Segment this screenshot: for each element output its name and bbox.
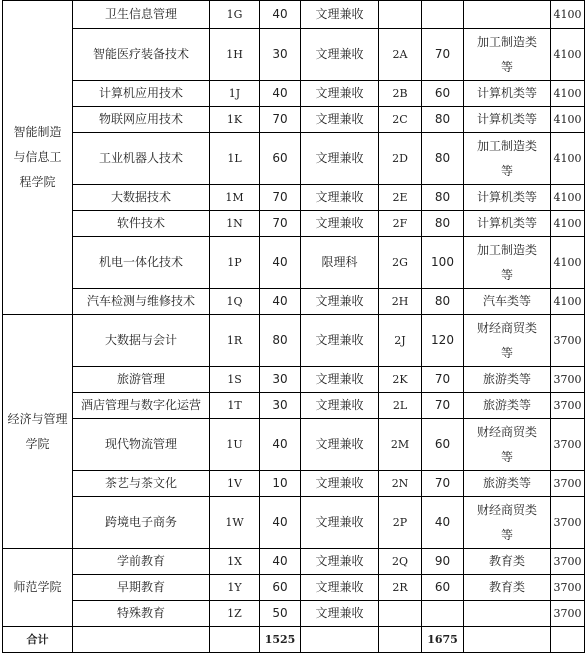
category-cell: 加工制造类 等	[464, 133, 551, 185]
plan2-cell	[422, 1, 464, 29]
code-cell: 1M	[210, 185, 260, 211]
total-plan2: 1675	[422, 627, 464, 653]
fee-cell: 3700	[551, 419, 585, 471]
code2-cell: 2M	[379, 419, 422, 471]
code-cell: 1R	[210, 315, 260, 367]
subject-cell: 文理兼收	[301, 289, 379, 315]
plan-cell: 40	[260, 237, 301, 289]
plan-cell: 40	[260, 81, 301, 107]
fee-cell: 4100	[551, 211, 585, 237]
subject-cell: 文理兼收	[301, 315, 379, 367]
fee-cell: 4100	[551, 237, 585, 289]
code-cell: 1H	[210, 29, 260, 81]
code-cell: 1W	[210, 497, 260, 549]
code2-cell	[379, 1, 422, 29]
plan2-cell: 120	[422, 315, 464, 367]
code-cell: 1G	[210, 1, 260, 29]
fee-cell: 3700	[551, 471, 585, 497]
major-cell: 酒店管理与数字化运营	[73, 393, 210, 419]
category-cell: 旅游类等	[464, 393, 551, 419]
subject-cell: 文理兼收	[301, 575, 379, 601]
code-cell: 1Z	[210, 601, 260, 627]
total-plan: 1525	[260, 627, 301, 653]
plan2-cell: 80	[422, 107, 464, 133]
plan2-cell	[422, 601, 464, 627]
plan-cell: 70	[260, 185, 301, 211]
table-row	[3, 575, 585, 601]
table-body	[3, 1, 585, 627]
major-cell: 大数据与会计	[73, 315, 210, 367]
subject-cell: 文理兼收	[301, 393, 379, 419]
category-cell: 财经商贸类 等	[464, 315, 551, 367]
college-name: 经济与管理 学院	[3, 315, 73, 549]
plan2-cell: 80	[422, 133, 464, 185]
plan-cell: 40	[260, 497, 301, 549]
fee-cell: 3700	[551, 601, 585, 627]
code2-cell: 2A	[379, 29, 422, 81]
table-row	[3, 549, 585, 575]
table-row	[3, 419, 585, 471]
plan2-cell: 60	[422, 81, 464, 107]
major-cell: 汽车检测与维修技术	[73, 289, 210, 315]
table-row	[3, 289, 585, 315]
category-cell: 计算机类等	[464, 107, 551, 133]
code2-cell: 2L	[379, 393, 422, 419]
plan-cell: 70	[260, 107, 301, 133]
major-cell: 计算机应用技术	[73, 81, 210, 107]
plan2-cell: 60	[422, 575, 464, 601]
subject-cell: 文理兼收	[301, 29, 379, 81]
major-cell: 智能医疗装备技术	[73, 29, 210, 81]
major-cell: 大数据技术	[73, 185, 210, 211]
fee-cell: 4100	[551, 289, 585, 315]
total-label: 合计	[3, 627, 73, 653]
category-cell: 教育类	[464, 575, 551, 601]
category-cell: 旅游类等	[464, 367, 551, 393]
plan-cell: 30	[260, 367, 301, 393]
code-cell: 1U	[210, 419, 260, 471]
code-cell: 1S	[210, 367, 260, 393]
category-cell: 加工制造类 等	[464, 237, 551, 289]
table-row	[3, 471, 585, 497]
category-cell: 计算机类等	[464, 185, 551, 211]
table-row	[3, 367, 585, 393]
plan-cell: 30	[260, 29, 301, 81]
plan2-cell: 40	[422, 497, 464, 549]
plan-cell: 30	[260, 393, 301, 419]
code2-cell: 2F	[379, 211, 422, 237]
plan-cell: 40	[260, 289, 301, 315]
fee-cell: 4100	[551, 185, 585, 211]
code2-cell: 2J	[379, 315, 422, 367]
fee-cell: 3700	[551, 367, 585, 393]
plan2-cell: 60	[422, 419, 464, 471]
code2-cell: 2G	[379, 237, 422, 289]
fee-cell: 4100	[551, 133, 585, 185]
plan-cell: 40	[260, 1, 301, 29]
fee-cell: 3700	[551, 497, 585, 549]
plan-cell: 40	[260, 549, 301, 575]
table-row	[3, 315, 585, 367]
fee-cell: 3700	[551, 575, 585, 601]
code2-cell: 2P	[379, 497, 422, 549]
table-row	[3, 237, 585, 289]
fee-cell: 4100	[551, 107, 585, 133]
code-cell: 1Q	[210, 289, 260, 315]
code2-cell: 2N	[379, 471, 422, 497]
category-cell	[464, 601, 551, 627]
subject-cell: 文理兼收	[301, 1, 379, 29]
table-row	[3, 133, 585, 185]
plan2-cell: 70	[422, 471, 464, 497]
major-cell: 机电一体化技术	[73, 237, 210, 289]
fee-cell: 3700	[551, 315, 585, 367]
code2-cell	[379, 601, 422, 627]
major-cell: 早期教育	[73, 575, 210, 601]
category-cell	[464, 1, 551, 29]
plan2-cell: 70	[422, 367, 464, 393]
category-cell: 财经商贸类 等	[464, 497, 551, 549]
subject-cell: 文理兼收	[301, 81, 379, 107]
subject-cell: 文理兼收	[301, 471, 379, 497]
code-cell: 1K	[210, 107, 260, 133]
major-cell: 物联网应用技术	[73, 107, 210, 133]
major-cell: 特殊教育	[73, 601, 210, 627]
code-cell: 1T	[210, 393, 260, 419]
code2-cell: 2R	[379, 575, 422, 601]
category-cell: 旅游类等	[464, 471, 551, 497]
major-cell: 现代物流管理	[73, 419, 210, 471]
code2-cell: 2B	[379, 81, 422, 107]
plan2-cell: 90	[422, 549, 464, 575]
major-cell: 工业机器人技术	[73, 133, 210, 185]
plan-cell: 80	[260, 315, 301, 367]
code-cell: 1J	[210, 81, 260, 107]
plan2-cell: 100	[422, 237, 464, 289]
subject-cell: 限理科	[301, 237, 379, 289]
table-row	[3, 1, 585, 29]
category-cell: 加工制造类 等	[464, 29, 551, 81]
table-row	[3, 497, 585, 549]
plan-cell: 40	[260, 419, 301, 471]
category-cell: 计算机类等	[464, 211, 551, 237]
subject-cell: 文理兼收	[301, 185, 379, 211]
fee-cell: 4100	[551, 29, 585, 81]
subject-cell: 文理兼收	[301, 211, 379, 237]
college-name: 师范学院	[3, 549, 73, 627]
table-row	[3, 29, 585, 81]
fee-cell: 3700	[551, 549, 585, 575]
category-cell: 汽车类等	[464, 289, 551, 315]
plan2-cell: 80	[422, 211, 464, 237]
code2-cell: 2C	[379, 107, 422, 133]
table-row	[3, 601, 585, 627]
major-cell: 卫生信息管理	[73, 1, 210, 29]
code-cell: 1L	[210, 133, 260, 185]
plan-cell: 50	[260, 601, 301, 627]
subject-cell: 文理兼收	[301, 107, 379, 133]
code2-cell: 2K	[379, 367, 422, 393]
major-cell: 旅游管理	[73, 367, 210, 393]
major-cell: 跨境电子商务	[73, 497, 210, 549]
category-cell: 教育类	[464, 549, 551, 575]
code-cell: 1V	[210, 471, 260, 497]
code2-cell: 2D	[379, 133, 422, 185]
fee-cell: 4100	[551, 81, 585, 107]
code-cell: 1P	[210, 237, 260, 289]
table-row	[3, 393, 585, 419]
enrollment-table	[2, 0, 585, 653]
subject-cell: 文理兼收	[301, 419, 379, 471]
code-cell: 1Y	[210, 575, 260, 601]
major-cell: 学前教育	[73, 549, 210, 575]
table-row	[3, 81, 585, 107]
plan2-cell: 80	[422, 185, 464, 211]
table-row	[3, 211, 585, 237]
plan2-cell: 80	[422, 289, 464, 315]
subject-cell: 文理兼收	[301, 549, 379, 575]
plan2-cell: 70	[422, 29, 464, 81]
category-cell: 计算机类等	[464, 81, 551, 107]
subject-cell: 文理兼收	[301, 497, 379, 549]
table-row	[3, 185, 585, 211]
code2-cell: 2H	[379, 289, 422, 315]
plan-cell: 10	[260, 471, 301, 497]
category-cell: 财经商贸类 等	[464, 419, 551, 471]
fee-cell: 3700	[551, 393, 585, 419]
table-row	[3, 107, 585, 133]
plan-cell: 70	[260, 211, 301, 237]
code2-cell: 2Q	[379, 549, 422, 575]
subject-cell: 文理兼收	[301, 133, 379, 185]
college-name: 智能制造 与信息工 程学院	[3, 1, 73, 315]
plan-cell: 60	[260, 575, 301, 601]
major-cell: 茶艺与茶文化	[73, 471, 210, 497]
fee-cell: 4100	[551, 1, 585, 29]
plan2-cell: 70	[422, 393, 464, 419]
major-cell: 软件技术	[73, 211, 210, 237]
code-cell: 1X	[210, 549, 260, 575]
subject-cell: 文理兼收	[301, 367, 379, 393]
plan-cell: 60	[260, 133, 301, 185]
code2-cell: 2E	[379, 185, 422, 211]
subject-cell: 文理兼收	[301, 601, 379, 627]
code-cell: 1N	[210, 211, 260, 237]
